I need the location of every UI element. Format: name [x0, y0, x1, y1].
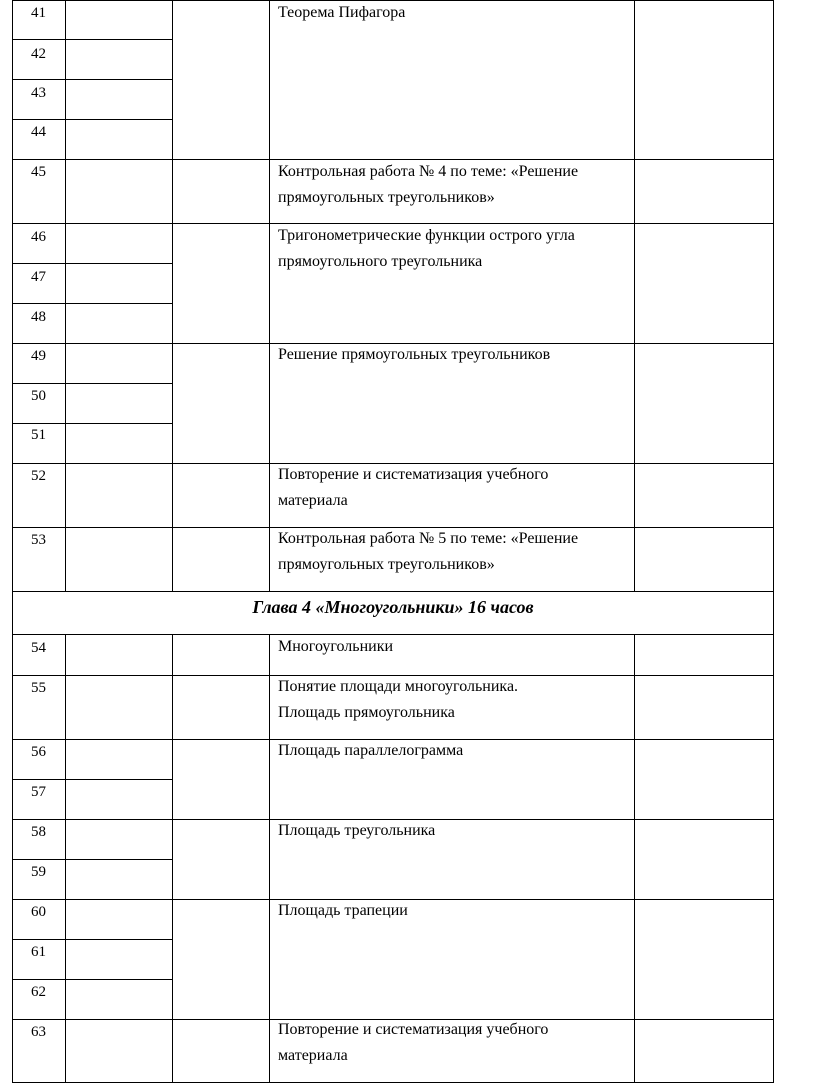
lesson-topic: Решение прямоугольных треугольников [278, 346, 551, 363]
subrow-divider [12, 79, 172, 80]
lesson-number: 52 [31, 468, 46, 484]
subrow-divider [12, 263, 172, 264]
lesson-number: 60 [31, 904, 46, 920]
lesson-number: 51 [31, 427, 46, 443]
table-border-left [12, 0, 13, 1083]
subrow-divider [12, 939, 172, 940]
subrow-divider [12, 39, 172, 40]
subrow-divider [12, 779, 172, 780]
lesson-topic: Повторение и систематизация учебного материала [278, 1021, 549, 1064]
lesson-number: 62 [31, 984, 46, 1000]
column-divider [634, 0, 635, 592]
chapter-heading: Глава 4 «Многоугольники» 16 часов [252, 597, 534, 617]
column-divider [634, 634, 635, 1083]
lesson-number: 53 [31, 532, 46, 548]
column-divider [65, 0, 66, 592]
lesson-number: 57 [31, 784, 46, 800]
lesson-topic: Многоугольники [278, 638, 394, 655]
column-divider [269, 0, 270, 592]
lesson-topic: Понятие площади многоугольника. Площадь прямоугольника [278, 678, 519, 721]
lesson-number: 59 [31, 864, 46, 880]
row-divider [12, 591, 774, 592]
subrow-divider [12, 383, 172, 384]
column-divider [65, 634, 66, 1083]
lesson-number: 58 [31, 824, 46, 840]
lesson-topic: Площадь трапеции [278, 902, 408, 919]
lesson-number: 42 [31, 46, 46, 62]
lesson-number: 41 [31, 5, 46, 21]
lesson-number: 63 [31, 1024, 46, 1040]
table-border-bottom [12, 1082, 774, 1083]
column-divider [172, 634, 173, 1083]
lesson-number: 49 [31, 348, 46, 364]
subrow-divider [12, 979, 172, 980]
lesson-topic: Тригонометрические функции острого угла прямоугольного треугольника [278, 227, 575, 270]
lesson-topic: Теорема Пифагора [278, 4, 406, 21]
lesson-topic: Площадь треугольника [278, 822, 436, 839]
subrow-divider [12, 119, 172, 120]
subrow-divider [12, 303, 172, 304]
column-divider [172, 0, 173, 592]
lesson-topic: Контрольная работа № 4 по теме: «Решение прямоугольных треугольников» [278, 163, 579, 206]
lesson-number: 45 [31, 164, 46, 180]
lesson-number: 55 [31, 680, 46, 696]
lesson-number: 54 [31, 640, 46, 656]
lesson-number: 46 [31, 229, 46, 245]
lesson-number: 47 [31, 269, 46, 285]
lesson-number: 44 [31, 124, 46, 140]
lesson-topic: Контрольная работа № 5 по теме: «Решение прямоугольных треугольников» [278, 530, 579, 573]
lesson-number: 56 [31, 744, 46, 760]
lesson-number: 61 [31, 944, 46, 960]
lesson-number: 48 [31, 309, 46, 325]
subrow-divider [12, 859, 172, 860]
column-divider [269, 634, 270, 1083]
lesson-number: 50 [31, 388, 46, 404]
subrow-divider [12, 423, 172, 424]
lesson-topic: Повторение и систематизация учебного материала [278, 466, 549, 509]
lesson-topic: Площадь параллелограмма [278, 742, 464, 759]
table-border-right [773, 0, 774, 1083]
lesson-number: 43 [31, 85, 46, 101]
